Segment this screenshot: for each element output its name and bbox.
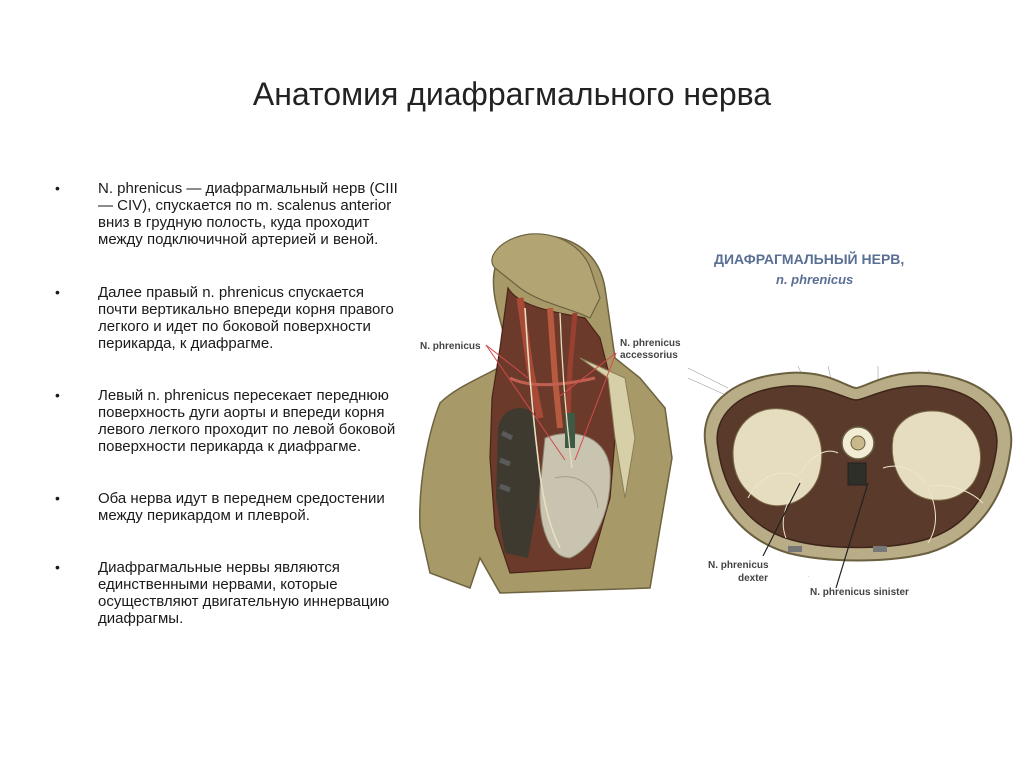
label-phrenicus: N. phrenicus	[420, 341, 481, 352]
aorta	[848, 463, 866, 485]
label-phrenicus-dexter-line1: N. phrenicus	[708, 560, 769, 571]
bullet-item	[55, 180, 400, 248]
torso-dissection-svg	[410, 228, 690, 598]
diaphragm-section-svg	[688, 238, 1024, 608]
bullet-text: Левый n. phrenicus пересекает переднюю поверхность дуги аорты и впереди корня левого легкого проходит по левой боковой поверхности перикарда к диафрагме.	[98, 387, 396, 455]
bullet-item	[55, 559, 400, 627]
bullet-item	[55, 284, 400, 352]
bullet-text: Оба нерва идут в переднем средостении между перикардом и плеврой.	[98, 490, 385, 524]
bullet-dot: •	[55, 387, 60, 403]
diaphragm-section-illustration	[688, 238, 1024, 608]
tiny-label: ·	[808, 574, 810, 580]
label-phrenicus-accessorius-line2: accessorius	[620, 350, 678, 361]
spinal-canal	[851, 436, 865, 450]
bullet-dot: •	[55, 180, 60, 196]
bullet-dot: •	[55, 559, 60, 575]
bullet-text: Диафрагмальные нервы являются единственными нервами, которые осуществляют двигательную иннервацию диафрагмы.	[98, 559, 390, 627]
torso-dissection-illustration	[410, 228, 690, 598]
bullet-list	[55, 180, 400, 627]
bullet-text: N. phrenicus — диафрагмальный нерв (CIII — CIV), спускается по m. scalenus anterior вниз в грудную полость, куда проходит между подключичной артерией и веной.	[98, 180, 398, 248]
vessel-sinister	[873, 546, 887, 552]
diagram-subheading: n. phrenicus	[776, 272, 854, 287]
vessel-dexter	[788, 546, 802, 552]
bullet-dot: •	[55, 284, 60, 300]
diagram-heading: ДИАФРАГМАЛЬНЫЙ НЕРВ,	[714, 251, 905, 267]
label-phrenicus-sinister: N. phrenicus sinister	[810, 587, 909, 598]
bullet-item	[55, 387, 400, 455]
label-phrenicus-dexter-line2: dexter	[738, 573, 769, 584]
bullet-dot: •	[55, 490, 60, 506]
label-phrenicus-accessorius-line1: N. phrenicus	[620, 338, 681, 349]
bullet-item	[55, 490, 400, 524]
bullet-text: Далее правый n. phrenicus спускается почти вертикально впереди корня правого легкого и идет по боковой поверхности перикарда, к диафрагме.	[98, 284, 394, 352]
page-title: Анатомия диафрагмального нерва	[252, 76, 772, 112]
annotation-line	[688, 368, 728, 388]
annotation-line	[688, 378, 728, 396]
